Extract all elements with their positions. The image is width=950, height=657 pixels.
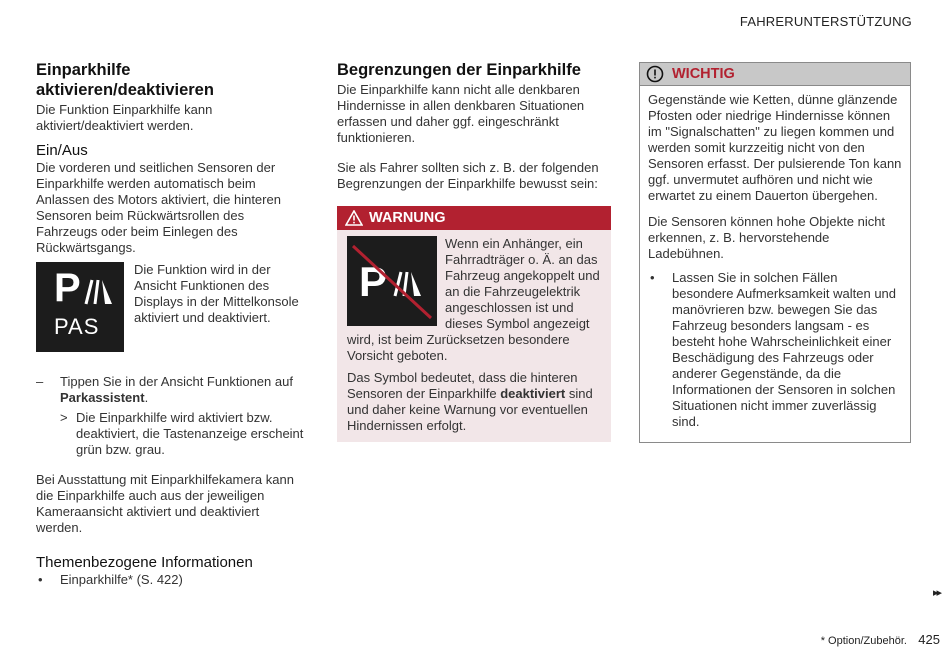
parking-p-glyph: P [54,266,81,310]
limitations-intro: Die Einparkhilfe kann nicht alle denkbaren Hindernisse in allen denkbaren Situationen erfassen und daher ggf. eingeschränkt funktionieren. [337,82,585,145]
section-title: Einparkhilfe aktivieren/deaktivieren [36,61,214,99]
step-dash: – [36,374,44,389]
intro-text: Die Funktion Einparkhilfe kann aktiviert/deaktiviert werden. [36,102,213,133]
warning-text-2 [347,370,601,434]
pas-label: PAS [54,314,100,339]
on-off-text: Die vorderen und seitlichen Sensoren der Einparkhilfe werden automatisch beim Anlassen des Motors aktiviert, die hinteren Sensoren beim Rückwärtsrollen des Fahrzeugs oder beim Einlegen des Rückwärtsgangs. [36,160,281,255]
parking-p-glyph-disabled: P [359,258,388,305]
related-title: Themenbezogene Informationen [36,554,253,571]
footnote: * Option/Zubehör. [820,635,907,647]
page-number: 425 [918,632,940,647]
section-title-limitations: Begrenzungen der Einparkhilfe [337,61,581,79]
instruction-step [36,374,308,406]
pas-button-image [36,262,124,352]
important-label: WICHTIG [672,66,735,82]
subheading-on-off: Ein/Aus [36,142,88,159]
warning-body [337,230,611,434]
warning-triangle-icon [345,210,363,226]
column-important [639,60,911,443]
sensor-waves-icon [82,276,116,306]
pas-figure [36,262,308,354]
warning-text: Wenn ein Anhänger, ein Fahrradträger o. Ä. an das Fahrzeug angekoppelt und an die Fahrzeugelektrik angeschlossen ist und dieses Symbol angezeigt wird, ist beim Zurücksetzen besondere Vorsicht geboten. [347,236,600,363]
step-text: Tippen Sie in der Ansicht Funktionen auf [60,374,293,389]
strike-through-icon [347,236,437,326]
step-end: . [144,390,149,405]
instruction-result [36,410,308,458]
figure-caption: Die Funktion wird in der Ansicht Funktionen des Displays in der Mittelkonsole aktiviert und deaktiviert. [134,262,299,325]
next-page-arrows[interactable]: ▸▸ [932,587,940,599]
important-text-2: Die Sensoren können hohe Objekte nicht erkennen, z. B. hervorstehende Ladebühnen. [648,214,886,261]
important-header [640,63,910,86]
page-footer [821,632,940,647]
important-text-1: Gegenstände wie Ketten, dünne glänzende Pfosten oder niedrige Hindernisse können im "Signalschatten" zu liegen kommen und werden somit kurzzeitig nicht von den Sensoren erfasst. Der pulsierende Ton kann ggf. unvermutet aufhören und nicht wie erwartet zu einem Dauerton übergehen. [648,92,902,203]
column-activation [36,60,308,588]
column-limitations [337,60,611,442]
bullet-dot: • [650,270,655,285]
step-bold: Parkassistent [60,390,145,405]
warning-text-2a: Das Symbol bedeutet, dass die hinteren Sensoren der Einparkhilfe [347,370,578,401]
warning-label: WARNUNG [369,210,446,226]
related-item[interactable] [36,572,308,588]
important-bullet [648,270,902,430]
warning-text-2b: sind und daher keine Warnung vor eventuellen Hindernissen erfolgt. [347,386,593,433]
limitations-text: Sie als Fahrer sollten sich z. B. der folgenden Begrenzungen der Einparkhilfe bewusst sein: [337,160,599,191]
result-text: Die Einparkhilfe wird aktiviert bzw. deaktiviert, die Tastenanzeige erscheint grün bzw. grau. [76,410,304,457]
result-arrow: > [60,410,68,425]
warning-text-2-bold: deaktiviert [500,386,566,401]
important-bullet-text: Lassen Sie in solchen Fällen besondere Aufmerksamkeit walten und manövrieren bzw. bewegen Sie das Fahrzeug besonders langsam - es besteht hohe Wahrscheinlichkeit einer Beschädigung des Fahrzeugs oder anderer Gegenstände, da die Informationen der Sensoren in solchen Situationen nicht immer zuverlässig sind. [672,270,897,429]
section-header: FAHRERUNTERSTÜTZUNG [739,14,912,29]
related-link[interactable]: Einparkhilfe* (S. 422) [60,572,183,587]
warning-box [337,206,611,442]
exclamation-circle-icon [646,65,664,83]
bullet-dot: • [38,572,43,587]
important-box [639,62,911,443]
camera-text: Bei Ausstattung mit Einparkhilfekamera kann die Einparkhilfe auch aus der jeweiligen Kameraansicht aktiviert und deaktiviert werden. [36,472,294,535]
pas-disabled-image [347,236,437,326]
warning-header [337,206,611,230]
important-body [640,86,910,430]
